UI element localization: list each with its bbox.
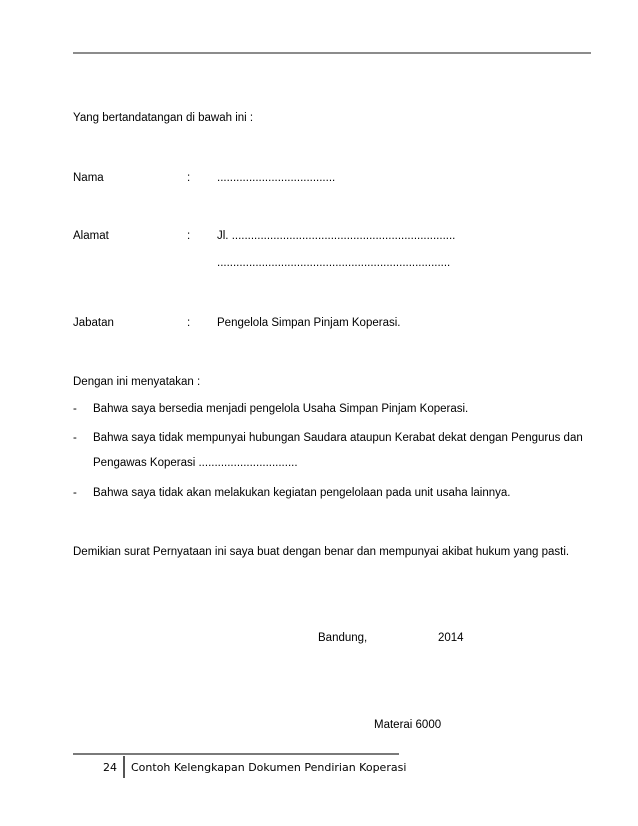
jabatan-value: Pengelola Simpan Pinjam Koperasi. bbox=[217, 317, 401, 329]
year-text: 2014 bbox=[438, 632, 464, 644]
page-number: 24 bbox=[103, 761, 117, 774]
jabatan-label: Jabatan bbox=[73, 317, 114, 329]
closing-text: Demikian surat Pernyataan ini saya buat dengan benar dan mempunyai akibat hukum yang pasti. bbox=[73, 546, 570, 558]
statement-1-text: Bahwa saya bersedia menjadi pengelola Usaha Simpan Pinjam Koperasi. bbox=[93, 403, 469, 415]
jabatan-colon: : bbox=[187, 317, 191, 329]
statement-3-dash: - bbox=[73, 487, 77, 499]
intro-text: Yang bertandatangan di bawah ini : bbox=[73, 112, 254, 124]
footer-title: Contoh Kelengkapan Dokumen Pendirian Koperasi bbox=[131, 761, 407, 774]
place-text: Bandung, bbox=[318, 632, 368, 644]
statement-2-text-line1: Bahwa saya tidak mempunyai hubungan Saudara ataupun Kerabat dekat dengan Pengurus dan bbox=[93, 432, 583, 444]
nama-label: Nama bbox=[73, 172, 104, 184]
footer-rule bbox=[73, 753, 399, 755]
statement-3-text: Bahwa saya tidak akan melakukan kegiatan pengelolaan pada unit usaha lainnya. bbox=[93, 487, 511, 499]
stamp-text: Materai 6000 bbox=[374, 719, 442, 731]
nama-value: ..................................... bbox=[217, 172, 336, 184]
alamat-value-line1: Jl. ...................................................................... bbox=[217, 230, 456, 242]
statement-intro: Dengan ini menyatakan : bbox=[73, 376, 201, 388]
alamat-colon: : bbox=[187, 230, 191, 242]
statement-2-text-line2: Pengawas Koperasi ............................... bbox=[93, 457, 298, 469]
statement-1-dash: - bbox=[73, 403, 77, 415]
statement-2-dash: - bbox=[73, 432, 77, 444]
alamat-label: Alamat bbox=[73, 230, 109, 242]
nama-colon: : bbox=[187, 172, 191, 184]
header-rule bbox=[73, 52, 591, 54]
footer-separator bbox=[123, 756, 125, 778]
alamat-value-line2: ......................................................................... bbox=[217, 257, 451, 269]
